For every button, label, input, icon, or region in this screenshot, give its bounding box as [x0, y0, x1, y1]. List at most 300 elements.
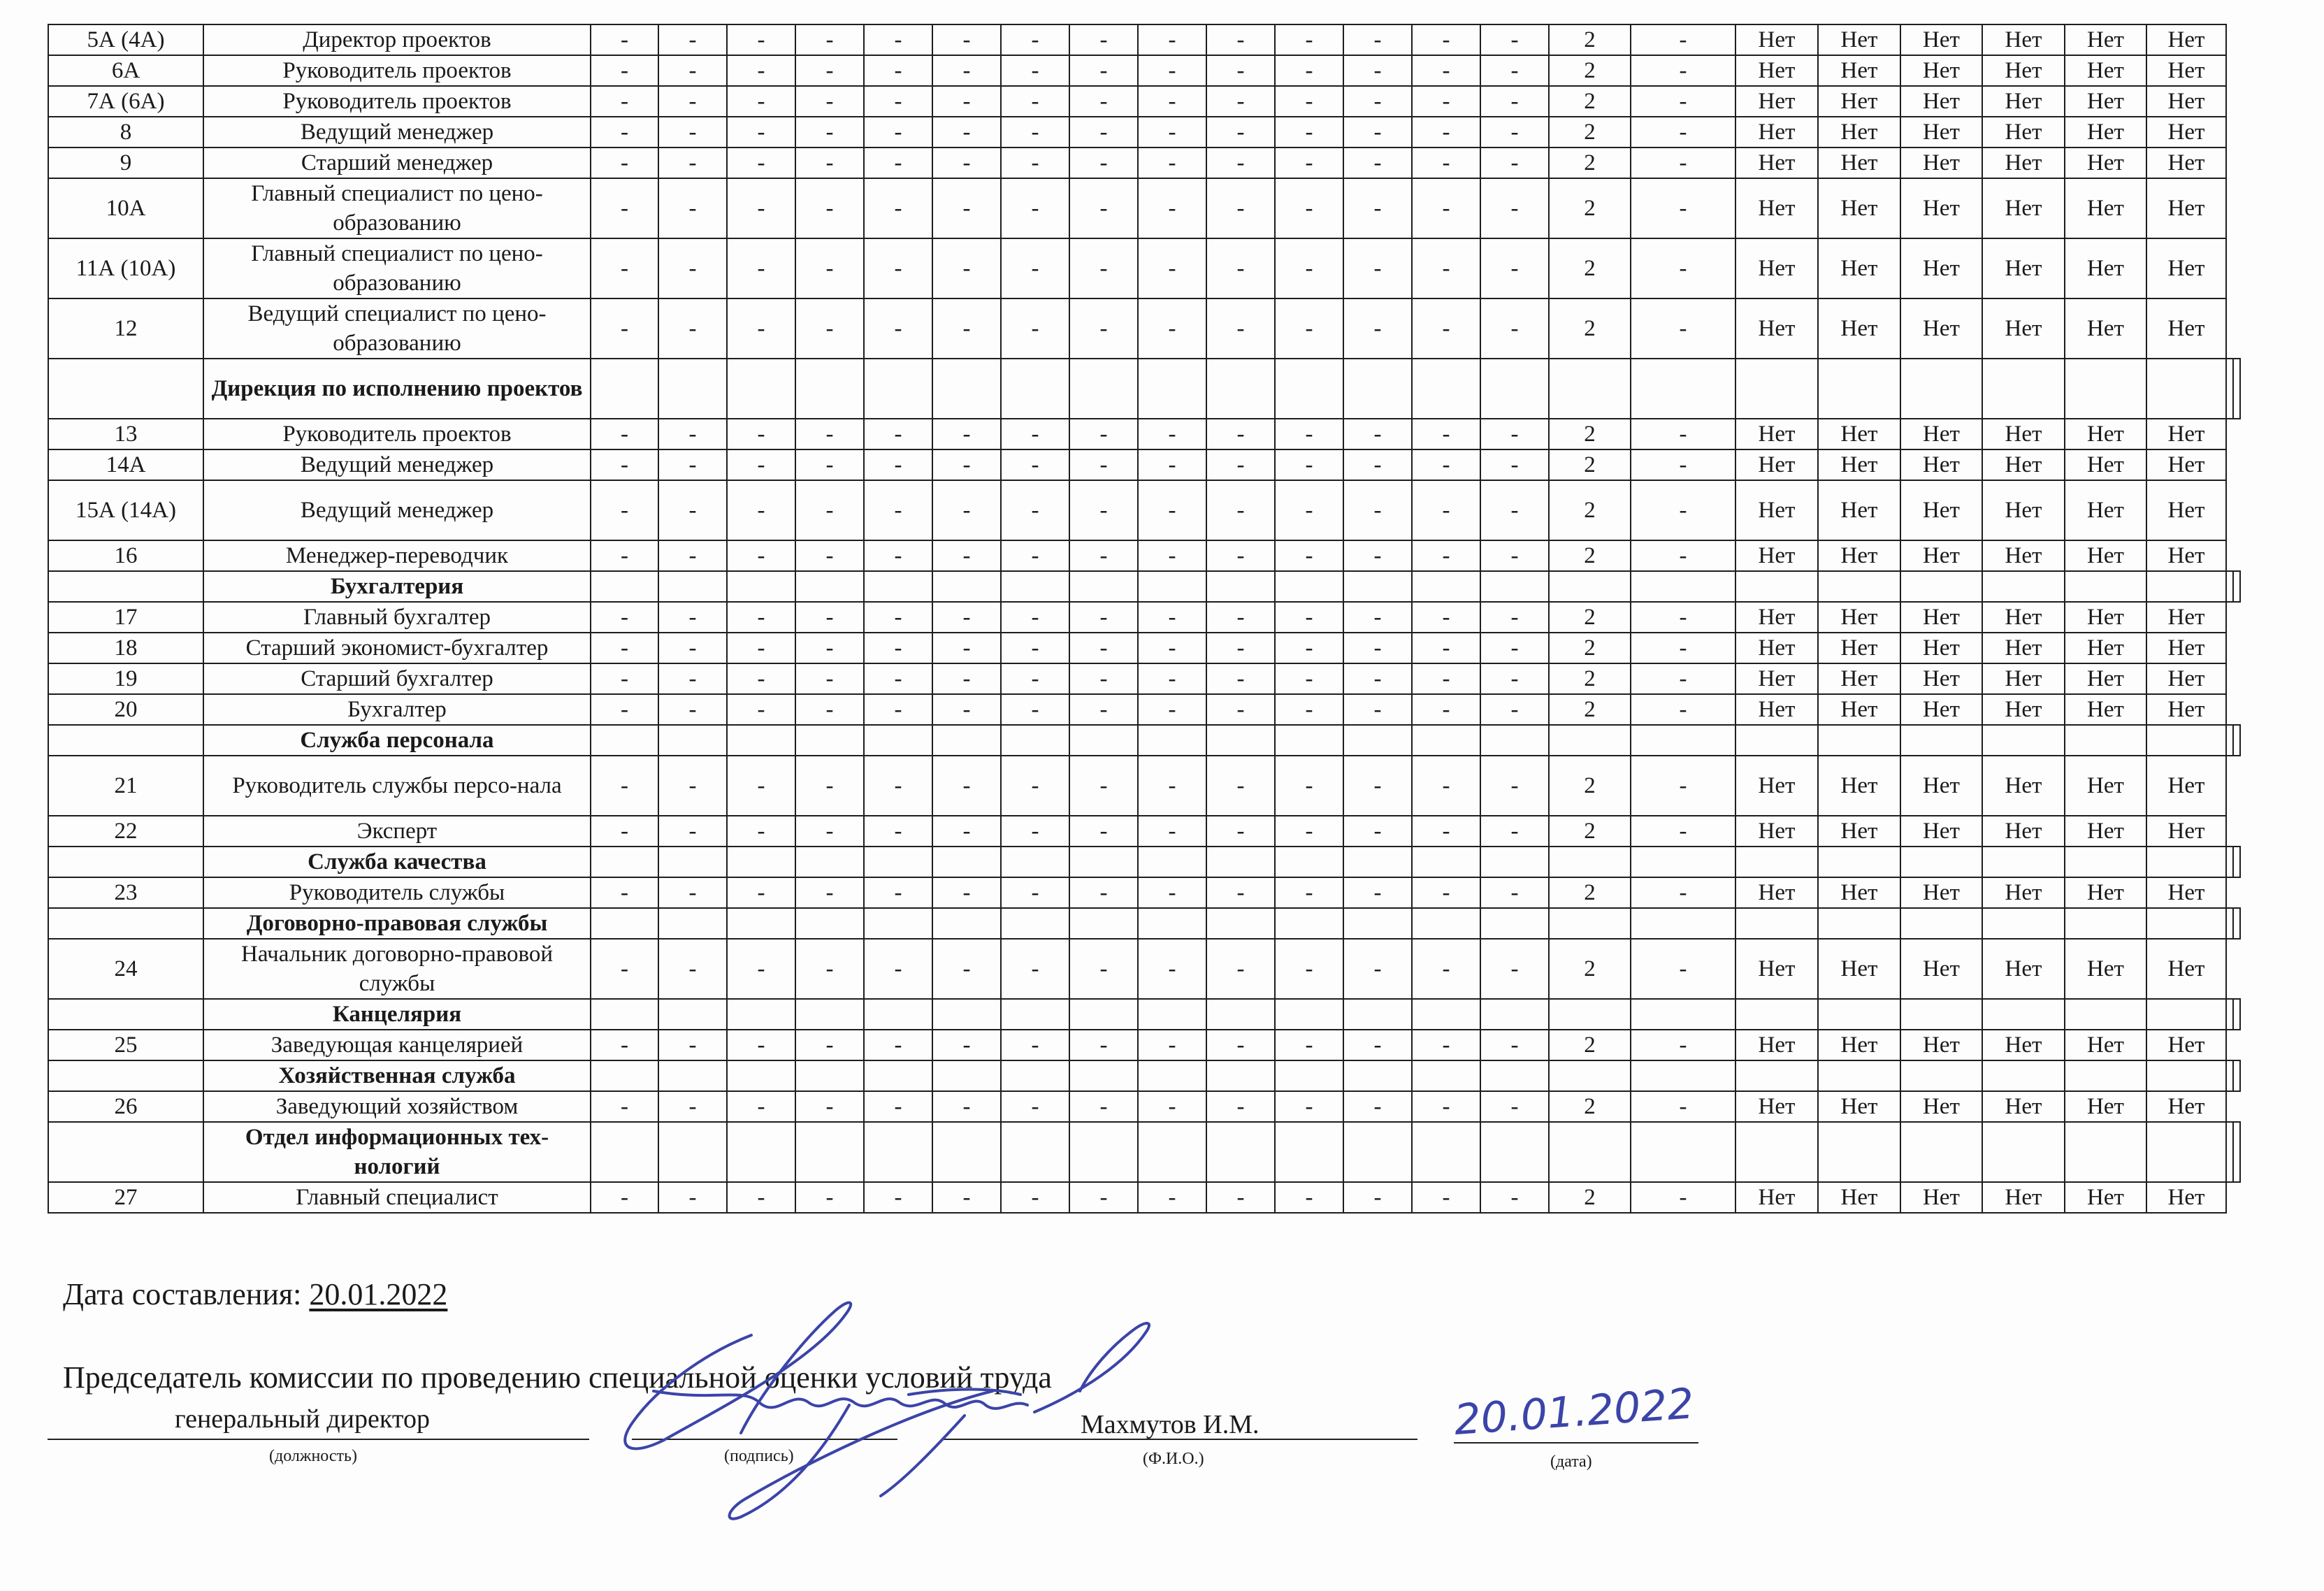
position-cell: Ведущий менеджер [203, 449, 591, 480]
factor-dash-cell: - [1412, 540, 1480, 571]
factor-dash-cell: - [658, 24, 727, 55]
factor-dash-cell: - [1206, 24, 1275, 55]
row-number-cell: 25 [48, 1030, 203, 1060]
answer-cell: Нет [1982, 147, 2065, 178]
factor-dash-cell: - [1275, 24, 1343, 55]
factor-dash-cell: - [1001, 480, 1069, 540]
class-cell: 2 [1549, 939, 1631, 999]
factor-dash-cell: - [1343, 816, 1412, 847]
class-cell: 2 [1549, 633, 1631, 663]
factor-dash-cell: - [658, 816, 727, 847]
answer-cell: Нет [1818, 1091, 1900, 1122]
answer-cell: Нет [1982, 419, 2065, 449]
answer-cell: Нет [1735, 602, 1818, 633]
factor-dash-cell: - [727, 694, 795, 725]
factor-dash-cell: - [1412, 238, 1480, 298]
class-cell: 2 [1549, 756, 1631, 816]
factor-dash-cell: - [1001, 24, 1069, 55]
factor-dash-cell: - [1343, 756, 1412, 816]
factor-dash-cell: - [1069, 178, 1138, 238]
factor-dash-cell: - [932, 298, 1001, 359]
factor-dash-cell: - [1206, 1182, 1275, 1213]
factor-dash-cell: - [1206, 238, 1275, 298]
factor-dash-cell: - [727, 238, 795, 298]
answer-cell: Нет [1900, 298, 1982, 359]
factor-dash-cell: - [864, 816, 932, 847]
factor-dash-cell: - [658, 1091, 727, 1122]
factor-dash-cell: - [658, 419, 727, 449]
name-value: Махмутов И.М. [1081, 1410, 1260, 1439]
class-cell: 2 [1549, 147, 1631, 178]
factor-dash-cell: - [795, 1091, 864, 1122]
answer-cell: Нет [2146, 816, 2226, 847]
factor-dash-cell: - [1480, 449, 1549, 480]
factor-dash-cell: - [727, 816, 795, 847]
class-cell: 2 [1549, 178, 1631, 238]
factor-dash-cell: - [795, 602, 864, 633]
factor-dash-cell: - [1206, 1091, 1275, 1122]
factor-dash-cell: - [1001, 633, 1069, 663]
factor-dash-cell: - [1343, 540, 1412, 571]
factor-dash-cell: - [1069, 117, 1138, 147]
factor-dash-cell: - [932, 238, 1001, 298]
extra-cell: - [1631, 540, 1735, 571]
factor-dash-cell: - [658, 480, 727, 540]
factor-dash-cell: - [1001, 694, 1069, 725]
extra-cell: - [1631, 298, 1735, 359]
factor-dash-cell: - [1138, 694, 1206, 725]
factor-dash-cell: - [1069, 939, 1138, 999]
factor-dash-cell: - [864, 298, 932, 359]
factor-dash-cell: - [1001, 756, 1069, 816]
factor-dash-cell: - [864, 1091, 932, 1122]
factor-dash-cell: - [727, 663, 795, 694]
factor-dash-cell: - [795, 877, 864, 908]
factor-dash-cell: - [658, 540, 727, 571]
factor-dash-cell: - [864, 540, 932, 571]
factor-dash-cell: - [932, 602, 1001, 633]
answer-cell: Нет [1900, 1182, 1982, 1213]
answer-cell: Нет [1900, 86, 1982, 117]
row-number-cell: 6А [48, 55, 203, 86]
factor-dash-cell: - [1206, 86, 1275, 117]
factor-dash-cell: - [1001, 86, 1069, 117]
extra-cell: - [1631, 816, 1735, 847]
factor-dash-cell: - [795, 55, 864, 86]
factor-dash-cell: - [1069, 1091, 1138, 1122]
factor-dash-cell: - [591, 602, 658, 633]
factor-dash-cell: - [864, 117, 932, 147]
factor-dash-cell: - [1069, 663, 1138, 694]
factor-dash-cell: - [864, 756, 932, 816]
answer-cell: Нет [1818, 816, 1900, 847]
factor-dash-cell: - [591, 419, 658, 449]
answer-cell: Нет [2065, 816, 2146, 847]
factor-dash-cell: - [1275, 178, 1343, 238]
factor-dash-cell: - [1138, 1182, 1206, 1213]
extra-cell: - [1631, 602, 1735, 633]
factor-dash-cell: - [727, 877, 795, 908]
factor-dash-cell: - [1069, 419, 1138, 449]
factor-dash-cell: - [1480, 1091, 1549, 1122]
answer-cell: Нет [1735, 55, 1818, 86]
factor-dash-cell: - [1412, 480, 1480, 540]
factor-dash-cell: - [1001, 419, 1069, 449]
position-cell: Директор проектов [203, 24, 591, 55]
factor-dash-cell: - [727, 178, 795, 238]
factor-dash-cell: - [658, 298, 727, 359]
factor-dash-cell: - [1069, 480, 1138, 540]
factor-dash-cell: - [658, 633, 727, 663]
row-number-cell: 27 [48, 1182, 203, 1213]
factor-dash-cell: - [591, 117, 658, 147]
factor-dash-cell: - [1069, 1182, 1138, 1213]
class-cell: 2 [1549, 55, 1631, 86]
answer-cell: Нет [1900, 877, 1982, 908]
factor-dash-cell: - [932, 816, 1001, 847]
row-number-cell: 17 [48, 602, 203, 633]
factor-dash-cell: - [795, 816, 864, 847]
answer-cell: Нет [1818, 939, 1900, 999]
class-cell: 2 [1549, 24, 1631, 55]
answer-cell: Нет [2065, 238, 2146, 298]
factor-dash-cell: - [727, 55, 795, 86]
factor-dash-cell: - [1412, 55, 1480, 86]
factor-dash-cell: - [1343, 1091, 1412, 1122]
answer-cell: Нет [2065, 298, 2146, 359]
answer-cell: Нет [1818, 55, 1900, 86]
factor-dash-cell: - [658, 55, 727, 86]
factor-dash-cell: - [1480, 86, 1549, 117]
answer-cell: Нет [1982, 55, 2065, 86]
factor-dash-cell: - [932, 694, 1001, 725]
factor-dash-cell: - [795, 419, 864, 449]
factor-dash-cell: - [1480, 238, 1549, 298]
factor-dash-cell: - [1343, 633, 1412, 663]
factor-dash-cell: - [591, 540, 658, 571]
factor-dash-cell: - [658, 178, 727, 238]
answer-cell: Нет [1982, 298, 2065, 359]
class-cell: 2 [1549, 1182, 1631, 1213]
answer-cell: Нет [1818, 147, 1900, 178]
factor-dash-cell: - [1001, 540, 1069, 571]
answer-cell: Нет [1818, 24, 1900, 55]
factor-dash-cell: - [1412, 1182, 1480, 1213]
answer-cell: Нет [1818, 694, 1900, 725]
answer-cell: Нет [1900, 419, 1982, 449]
answer-cell: Нет [2065, 55, 2146, 86]
factor-dash-cell: - [658, 1182, 727, 1213]
answer-cell: Нет [1735, 756, 1818, 816]
extra-cell: - [1631, 939, 1735, 999]
answer-cell: Нет [1982, 86, 2065, 117]
factor-dash-cell: - [795, 1182, 864, 1213]
factor-dash-cell: - [864, 663, 932, 694]
factor-dash-cell: - [864, 480, 932, 540]
factor-dash-cell: - [727, 480, 795, 540]
factor-dash-cell: - [932, 663, 1001, 694]
factor-dash-cell: - [864, 55, 932, 86]
answer-cell: Нет [2065, 24, 2146, 55]
answer-cell: Нет [1900, 449, 1982, 480]
factor-dash-cell: - [591, 86, 658, 117]
answer-cell: Нет [1735, 117, 1818, 147]
factor-dash-cell: - [1412, 86, 1480, 117]
factor-dash-cell: - [1206, 663, 1275, 694]
factor-dash-cell: - [1480, 55, 1549, 86]
factor-dash-cell: - [932, 147, 1001, 178]
factor-dash-cell: - [1343, 298, 1412, 359]
factor-dash-cell: - [1412, 178, 1480, 238]
factor-dash-cell: - [1343, 877, 1412, 908]
factor-dash-cell: - [1480, 877, 1549, 908]
answer-cell: Нет [1982, 816, 2065, 847]
factor-dash-cell: - [1275, 663, 1343, 694]
answer-cell: Нет [2146, 86, 2226, 117]
answer-cell: Нет [1735, 694, 1818, 725]
position-cell: Заведующий хозяйством [203, 1091, 591, 1122]
factor-dash-cell: - [1138, 178, 1206, 238]
factor-dash-cell: - [1343, 602, 1412, 633]
factor-dash-cell: - [1138, 480, 1206, 540]
factor-dash-cell: - [932, 480, 1001, 540]
factor-dash-cell: - [727, 419, 795, 449]
factor-dash-cell: - [1412, 633, 1480, 663]
factor-dash-cell: - [1206, 877, 1275, 908]
factor-dash-cell: - [864, 86, 932, 117]
factor-dash-cell: - [1275, 633, 1343, 663]
answer-cell: Нет [2146, 939, 2226, 999]
factor-dash-cell: - [1069, 602, 1138, 633]
factor-dash-cell: - [1275, 1091, 1343, 1122]
factor-dash-cell: - [795, 1030, 864, 1060]
factor-dash-cell: - [727, 1182, 795, 1213]
factor-dash-cell: - [727, 24, 795, 55]
factor-dash-cell: - [1480, 419, 1549, 449]
factor-dash-cell: - [864, 1030, 932, 1060]
factor-dash-cell: - [1480, 24, 1549, 55]
answer-cell: Нет [1818, 877, 1900, 908]
factor-dash-cell: - [1343, 449, 1412, 480]
answer-cell: Нет [2146, 298, 2226, 359]
answer-cell: Нет [1818, 633, 1900, 663]
answer-cell: Нет [2065, 178, 2146, 238]
factor-dash-cell: - [1412, 1091, 1480, 1122]
factor-dash-cell: - [932, 877, 1001, 908]
extra-cell: - [1631, 694, 1735, 725]
factor-dash-cell: - [1275, 1030, 1343, 1060]
answer-cell: Нет [2146, 1182, 2226, 1213]
factor-dash-cell: - [1275, 816, 1343, 847]
class-cell: 2 [1549, 877, 1631, 908]
position-cell: Старший экономист-бухгалтер [203, 633, 591, 663]
answer-cell: Нет [1818, 178, 1900, 238]
answer-cell: Нет [2065, 663, 2146, 694]
factor-dash-cell: - [591, 24, 658, 55]
answer-cell: Нет [1982, 939, 2065, 999]
answer-cell: Нет [1735, 540, 1818, 571]
answer-cell: Нет [2065, 633, 2146, 663]
factor-dash-cell: - [1206, 1030, 1275, 1060]
position-value: генеральный директор [175, 1404, 430, 1434]
factor-dash-cell: - [1412, 939, 1480, 999]
factor-dash-cell: - [1412, 1030, 1480, 1060]
factor-dash-cell: - [1138, 24, 1206, 55]
factor-dash-cell: - [1206, 449, 1275, 480]
factor-dash-cell: - [1138, 816, 1206, 847]
answer-cell: Нет [2065, 1091, 2146, 1122]
factor-dash-cell: - [1480, 939, 1549, 999]
factor-dash-cell: - [1343, 419, 1412, 449]
position-cell: Руководитель проектов [203, 55, 591, 86]
factor-dash-cell: - [591, 1030, 658, 1060]
factor-dash-cell: - [795, 298, 864, 359]
factor-dash-cell: - [1138, 55, 1206, 86]
factor-dash-cell: - [1412, 419, 1480, 449]
factor-dash-cell: - [658, 147, 727, 178]
answer-cell: Нет [1735, 24, 1818, 55]
factor-dash-cell: - [1138, 86, 1206, 117]
factor-dash-cell: - [1069, 298, 1138, 359]
extra-cell: - [1631, 877, 1735, 908]
answer-cell: Нет [1735, 877, 1818, 908]
factor-dash-cell: - [1412, 449, 1480, 480]
answer-cell: Нет [1982, 449, 2065, 480]
answer-cell: Нет [2146, 24, 2226, 55]
class-cell: 2 [1549, 480, 1631, 540]
factor-dash-cell: - [864, 694, 932, 725]
class-cell: 2 [1549, 86, 1631, 117]
answer-cell: Нет [2146, 540, 2226, 571]
factor-dash-cell: - [1069, 756, 1138, 816]
factor-dash-cell: - [795, 449, 864, 480]
row-number-cell: 21 [48, 756, 203, 816]
answer-cell: Нет [2146, 419, 2226, 449]
answer-cell: Нет [2065, 877, 2146, 908]
answer-cell: Нет [1818, 1182, 1900, 1213]
factor-dash-cell: - [1412, 694, 1480, 725]
section-title: Бухгалтерия [203, 571, 591, 602]
handwritten-date: 20.01.2022 [1452, 1379, 1696, 1445]
factor-dash-cell: - [932, 1182, 1001, 1213]
factor-dash-cell: - [1275, 55, 1343, 86]
position-cell: Заведующая канцелярией [203, 1030, 591, 1060]
answer-cell: Нет [2146, 178, 2226, 238]
factor-dash-cell: - [591, 449, 658, 480]
factor-dash-cell: - [1343, 178, 1412, 238]
answer-cell: Нет [2065, 756, 2146, 816]
extra-cell: - [1631, 756, 1735, 816]
factor-dash-cell: - [658, 1030, 727, 1060]
answer-cell: Нет [1735, 147, 1818, 178]
extra-cell: - [1631, 480, 1735, 540]
factor-dash-cell: - [1343, 694, 1412, 725]
answer-cell: Нет [1900, 756, 1982, 816]
answer-cell: Нет [1982, 602, 2065, 633]
answer-cell: Нет [1982, 1182, 2065, 1213]
factor-dash-cell: - [1412, 663, 1480, 694]
factor-dash-cell: - [1069, 55, 1138, 86]
answer-cell: Нет [1982, 178, 2065, 238]
row-number-cell: 18 [48, 633, 203, 663]
answer-cell: Нет [1735, 663, 1818, 694]
answer-cell: Нет [2146, 694, 2226, 725]
factor-dash-cell: - [1206, 633, 1275, 663]
answer-cell: Нет [1982, 238, 2065, 298]
position-cell: Старший бухгалтер [203, 663, 591, 694]
row-number-cell: 11А (10А) [48, 238, 203, 298]
answer-cell: Нет [1900, 178, 1982, 238]
factor-dash-cell: - [795, 117, 864, 147]
answer-cell: Нет [2146, 602, 2226, 633]
answer-cell: Нет [1900, 633, 1982, 663]
factor-dash-cell: - [1206, 816, 1275, 847]
extra-cell: - [1631, 238, 1735, 298]
answer-cell: Нет [1735, 178, 1818, 238]
position-cell: Ведущий специалист по цено-образованию [203, 298, 591, 359]
factor-dash-cell: - [1343, 238, 1412, 298]
factor-dash-cell: - [1069, 816, 1138, 847]
answer-cell: Нет [1735, 480, 1818, 540]
answer-cell: Нет [1982, 633, 2065, 663]
date-label: Дата составления: [63, 1277, 302, 1311]
factor-dash-cell: - [1206, 480, 1275, 540]
factor-dash-cell: - [658, 117, 727, 147]
factor-dash-cell: - [1275, 449, 1343, 480]
class-cell: 2 [1549, 1091, 1631, 1122]
factor-dash-cell: - [591, 756, 658, 816]
extra-cell: - [1631, 1091, 1735, 1122]
factor-dash-cell: - [591, 298, 658, 359]
factor-dash-cell: - [1480, 1182, 1549, 1213]
factor-dash-cell: - [864, 238, 932, 298]
answer-cell: Нет [1900, 663, 1982, 694]
factor-dash-cell: - [727, 1030, 795, 1060]
factor-dash-cell: - [727, 298, 795, 359]
answer-cell: Нет [2146, 633, 2226, 663]
position-cell: Ведущий менеджер [203, 117, 591, 147]
class-cell: 2 [1549, 663, 1631, 694]
class-cell: 2 [1549, 694, 1631, 725]
factor-dash-cell: - [1206, 298, 1275, 359]
factor-dash-cell: - [1480, 540, 1549, 571]
factor-dash-cell: - [932, 86, 1001, 117]
factor-dash-cell: - [1480, 756, 1549, 816]
factor-dash-cell: - [1138, 449, 1206, 480]
factor-dash-cell: - [727, 756, 795, 816]
section-title: Канцелярия [203, 999, 591, 1030]
answer-cell: Нет [1982, 117, 2065, 147]
factor-dash-cell: - [932, 449, 1001, 480]
row-number-cell: 20 [48, 694, 203, 725]
section-title: Отдел информационных тех-нологий [203, 1122, 591, 1182]
answer-cell: Нет [1818, 756, 1900, 816]
extra-cell: - [1631, 178, 1735, 238]
factor-dash-cell: - [727, 939, 795, 999]
answer-cell: Нет [1818, 86, 1900, 117]
factor-dash-cell: - [864, 877, 932, 908]
factor-dash-cell: - [1206, 540, 1275, 571]
factor-dash-cell: - [864, 178, 932, 238]
factor-dash-cell: - [591, 816, 658, 847]
factor-dash-cell: - [1001, 816, 1069, 847]
factor-dash-cell: - [1412, 877, 1480, 908]
answer-cell: Нет [1818, 602, 1900, 633]
class-cell: 2 [1549, 117, 1631, 147]
position-cell: Руководитель проектов [203, 419, 591, 449]
answer-cell: Нет [2146, 238, 2226, 298]
answer-cell: Нет [1818, 449, 1900, 480]
